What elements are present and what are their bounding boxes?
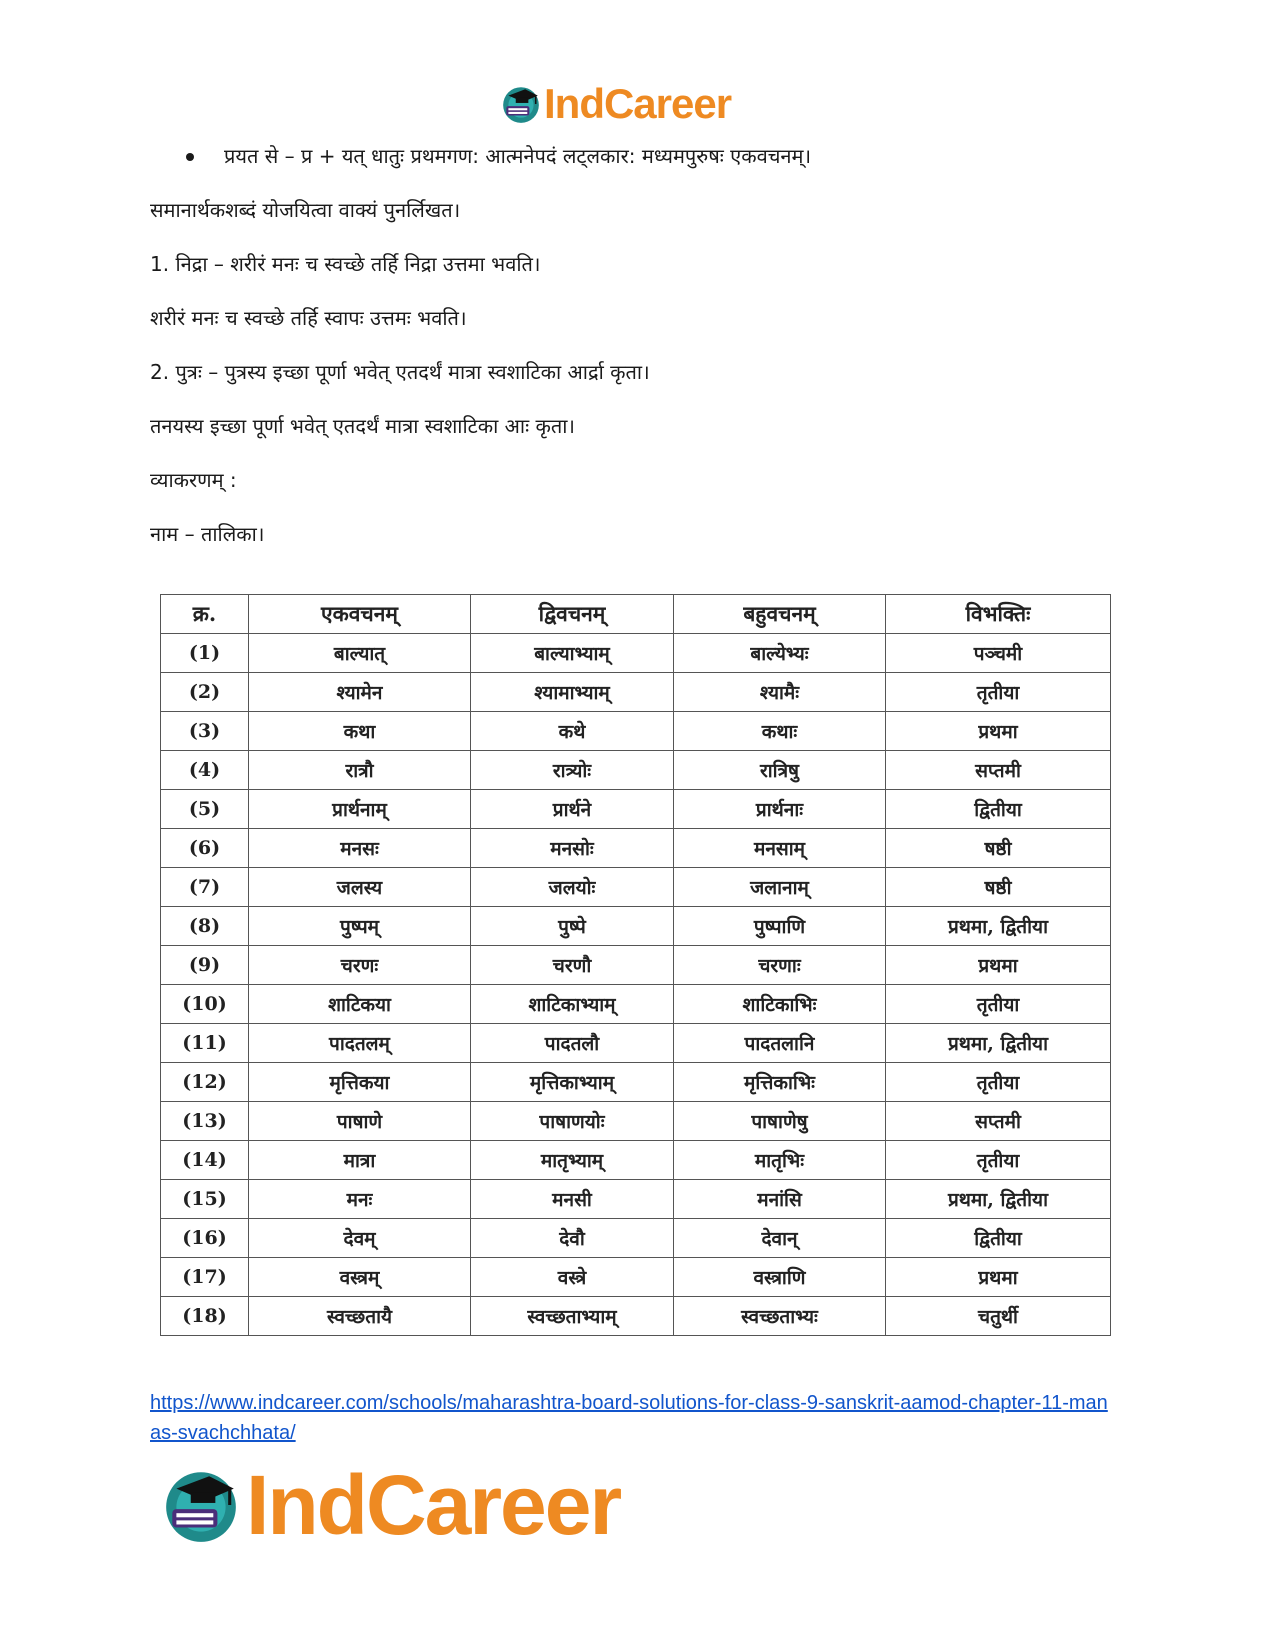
singular-cell: मनः xyxy=(249,1180,471,1219)
dual-cell: देवौ xyxy=(471,1219,674,1258)
singular-cell: पुष्पम् xyxy=(249,907,471,946)
plural-cell: पाषाणेषु xyxy=(674,1102,886,1141)
plural-cell: चरणाः xyxy=(674,946,886,985)
dual-cell: शाटिकाभ्याम् xyxy=(471,985,674,1024)
table-row xyxy=(161,868,1111,907)
singular-cell: श्यामेन xyxy=(249,673,471,712)
bullet-item xyxy=(188,142,811,170)
case-cell: सप्तमी xyxy=(886,1102,1111,1141)
case-cell: प्रथमा, द्वितीया xyxy=(886,1024,1111,1063)
singular-cell: प्रार्थनाम् xyxy=(249,790,471,829)
grammar-heading: व्याकरणम् : xyxy=(150,468,237,492)
case-cell: चतुर्थी xyxy=(886,1297,1111,1336)
plural-cell: श्यामैः xyxy=(674,673,886,712)
table-row xyxy=(161,907,1111,946)
row-number: (16) xyxy=(161,1219,249,1258)
row-number: (11) xyxy=(161,1024,249,1063)
table-header-row xyxy=(161,595,1111,634)
plural-cell: प्रार्थनाः xyxy=(674,790,886,829)
dual-cell: पादतलौ xyxy=(471,1024,674,1063)
row-number: (2) xyxy=(161,673,249,712)
plural-cell: पुष्पाणि xyxy=(674,907,886,946)
plural-cell: कथाः xyxy=(674,712,886,751)
answer-1: शरीरं मनः च स्वच्छे तर्हि स्वापः उत्तमः भवति। xyxy=(150,306,467,330)
case-cell: तृतीया xyxy=(886,985,1111,1024)
case-cell: षष्ठी xyxy=(886,829,1111,868)
row-number: (10) xyxy=(161,985,249,1024)
graduation-cap-logo-icon xyxy=(160,1464,242,1546)
row-number: (8) xyxy=(161,907,249,946)
case-cell: तृतीया xyxy=(886,673,1111,712)
plural-cell: देवान् xyxy=(674,1219,886,1258)
row-number: (13) xyxy=(161,1102,249,1141)
row-number: (4) xyxy=(161,751,249,790)
header-plural: बहुवचनम् xyxy=(674,595,886,634)
graduation-cap-logo-icon xyxy=(500,83,542,125)
table-row xyxy=(161,751,1111,790)
dual-cell: मनसी xyxy=(471,1180,674,1219)
row-number: (3) xyxy=(161,712,249,751)
indcareer-logo-top[interactable] xyxy=(500,80,731,128)
dual-cell: मनसोः xyxy=(471,829,674,868)
plural-cell: मातृभिः xyxy=(674,1141,886,1180)
case-cell: प्रथमा xyxy=(886,946,1111,985)
dual-cell: मातृभ्याम् xyxy=(471,1141,674,1180)
row-number: (5) xyxy=(161,790,249,829)
table-row xyxy=(161,1219,1111,1258)
table-row xyxy=(161,634,1111,673)
singular-cell: चरणः xyxy=(249,946,471,985)
case-cell: प्रथमा, द्वितीया xyxy=(886,907,1111,946)
row-number: (7) xyxy=(161,868,249,907)
table-row xyxy=(161,712,1111,751)
singular-cell: मनसः xyxy=(249,829,471,868)
bullet-icon xyxy=(186,153,194,161)
plural-cell: मनसाम् xyxy=(674,829,886,868)
dual-cell: बाल्याभ्याम् xyxy=(471,634,674,673)
brand-name: IndCareer xyxy=(544,80,732,127)
singular-cell: पाषाणे xyxy=(249,1102,471,1141)
dual-cell: पुष्पे xyxy=(471,907,674,946)
case-cell: सप्तमी xyxy=(886,751,1111,790)
dual-cell: चरणौ xyxy=(471,946,674,985)
instruction-text: समानार्थकशब्दं योजयित्वा वाक्यं पुनर्लिखत। xyxy=(150,198,461,222)
singular-cell: मृत्तिकया xyxy=(249,1063,471,1102)
row-number: (15) xyxy=(161,1180,249,1219)
table-row xyxy=(161,1024,1111,1063)
row-number: (14) xyxy=(161,1141,249,1180)
case-cell: द्वितीया xyxy=(886,1219,1111,1258)
row-number: (9) xyxy=(161,946,249,985)
row-number: (18) xyxy=(161,1297,249,1336)
table-title: नाम – तालिका। xyxy=(150,522,265,546)
dual-cell: प्रार्थने xyxy=(471,790,674,829)
dual-cell: पाषाणयोः xyxy=(471,1102,674,1141)
plural-cell: वस्त्राणि xyxy=(674,1258,886,1297)
dual-cell: श्यामाभ्याम् xyxy=(471,673,674,712)
dual-cell: कथे xyxy=(471,712,674,751)
singular-cell: स्वच्छतायै xyxy=(249,1297,471,1336)
table-row xyxy=(161,985,1111,1024)
plural-cell: बाल्येभ्यः xyxy=(674,634,886,673)
table-row xyxy=(161,790,1111,829)
source-link[interactable]: https://www.indcareer.com/schools/maharashtra-board-solutions-for-class-9-sanskrit-aamod-chapter-11-manas-svachchhata/ xyxy=(150,1392,1108,1444)
header-number: क्र. xyxy=(161,595,249,634)
table-row xyxy=(161,673,1111,712)
singular-cell: मात्रा xyxy=(249,1141,471,1180)
singular-cell: शाटिकया xyxy=(249,985,471,1024)
row-number: (17) xyxy=(161,1258,249,1297)
plural-cell: मृत्तिकाभिः xyxy=(674,1063,886,1102)
table-row xyxy=(161,829,1111,868)
table-row xyxy=(161,1258,1111,1297)
plural-cell: शाटिकाभिः xyxy=(674,985,886,1024)
table-body xyxy=(161,634,1111,1336)
answer-2: तनयस्य इच्छा पूर्णा भवेत् एतदर्थं मात्रा स्वशाटिका आः कृता। xyxy=(150,414,575,438)
dual-cell: रात्र्योः xyxy=(471,751,674,790)
plural-cell: पादतलानि xyxy=(674,1024,886,1063)
singular-cell: देवम् xyxy=(249,1219,471,1258)
dual-cell: मृत्तिकाभ्याम् xyxy=(471,1063,674,1102)
case-cell: पञ्चमी xyxy=(886,634,1111,673)
noun-declension-table xyxy=(160,594,1111,1336)
case-cell: प्रथमा, द्वितीया xyxy=(886,1180,1111,1219)
header-singular: एकवचनम् xyxy=(249,595,471,634)
plural-cell: स्वच्छताभ्यः xyxy=(674,1297,886,1336)
table-row xyxy=(161,1102,1111,1141)
singular-cell: कथा xyxy=(249,712,471,751)
table-row xyxy=(161,1063,1111,1102)
table-row xyxy=(161,1180,1111,1219)
bullet-text: प्रयत से – प्र + यत् धातुः प्रथमगण: आत्मनेपदं लट्लकार: मध्यमपुरुषः एकवचनम्। xyxy=(224,144,812,168)
row-number: (1) xyxy=(161,634,249,673)
singular-cell: जलस्य xyxy=(249,868,471,907)
case-cell: तृतीया xyxy=(886,1063,1111,1102)
row-number: (6) xyxy=(161,829,249,868)
singular-cell: बाल्यात् xyxy=(249,634,471,673)
singular-cell: वस्त्रम् xyxy=(249,1258,471,1297)
case-cell: तृतीया xyxy=(886,1141,1111,1180)
dual-cell: वस्त्रे xyxy=(471,1258,674,1297)
case-cell: द्वितीया xyxy=(886,790,1111,829)
plural-cell: जलानाम् xyxy=(674,868,886,907)
case-cell: प्रथमा xyxy=(886,712,1111,751)
question-1: 1. निद्रा – शरीरं मनः च स्वच्छे तर्हि निद्रा उत्तमा भवति। xyxy=(150,252,541,276)
header-case: विभक्तिः xyxy=(886,595,1111,634)
table-row xyxy=(161,946,1111,985)
case-cell: प्रथमा xyxy=(886,1258,1111,1297)
dual-cell: जलयोः xyxy=(471,868,674,907)
indcareer-logo-bottom[interactable] xyxy=(160,1460,620,1550)
singular-cell: पादतलम् xyxy=(249,1024,471,1063)
brand-name: IndCareer xyxy=(246,1458,621,1552)
plural-cell: मनांसि xyxy=(674,1180,886,1219)
case-cell: षष्ठी xyxy=(886,868,1111,907)
question-2: 2. पुत्रः – पुत्रस्य इच्छा पूर्णा भवेत् एतदर्थं मात्रा स्वशाटिका आर्द्रा कृता। xyxy=(150,360,650,384)
table-row xyxy=(161,1297,1111,1336)
plural-cell: रात्रिषु xyxy=(674,751,886,790)
table-row xyxy=(161,1141,1111,1180)
header-dual: द्विवचनम् xyxy=(471,595,674,634)
dual-cell: स्वच्छताभ्याम् xyxy=(471,1297,674,1336)
singular-cell: रात्रौ xyxy=(249,751,471,790)
row-number: (12) xyxy=(161,1063,249,1102)
